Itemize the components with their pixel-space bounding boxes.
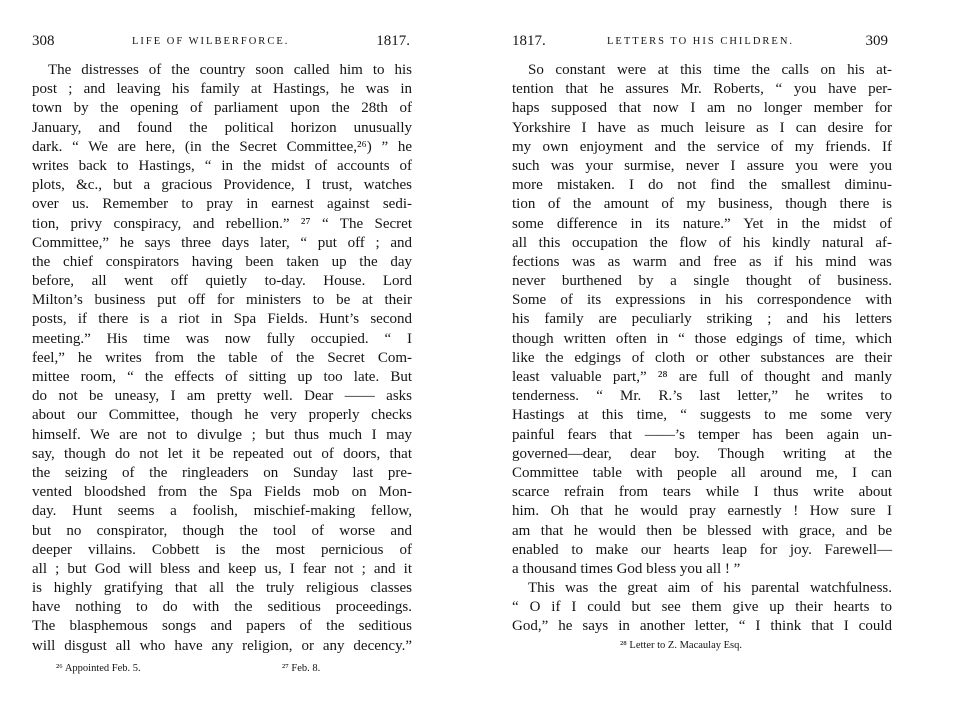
header-year: 1817. (376, 33, 410, 49)
footnote: ²⁶ Appointed Feb. 5. (56, 663, 141, 674)
text-line: Committee,” he says three days later, “ put off ; and (32, 234, 412, 251)
text-line: post ; and leaving his family at Hastings, he was in (32, 81, 412, 98)
text-line: scarce refrain from tears while I thus write about (512, 484, 892, 501)
text-line: enabled to make our hearts leap for joy. Farewell— (512, 541, 892, 558)
text-line: my own enjoyment and the service of my friends. If (512, 138, 892, 155)
text-line: tion of the amount of my business, though there is (512, 196, 892, 213)
text-line: least valuable part,” ²⁸ are full of thought and manly (512, 369, 892, 385)
footnote: ²⁸ Letter to Z. Macaulay Esq. (620, 640, 742, 651)
text-line: The distresses of the country soon called him to his (48, 62, 412, 78)
text-line: tion, privy conspiracy, and rebellion.” ²⁷ “ The Secret (32, 215, 412, 232)
text-line: a thousand times God bless you all ! ” (512, 560, 741, 577)
text-line: day. Hunt seems a foolish, mischief-making fellow, (32, 503, 412, 520)
text-line: tenderness. “ Mr. R.’s last letter,” he writes to (512, 388, 892, 405)
text-line: have nothing to do with the seditious proceedings. (32, 599, 412, 616)
text-line: mittee room, “ the effects of sitting up too late. But (32, 369, 412, 385)
text-line: posts, if there is a riot in Spa Fields. Hunt’s second (32, 311, 412, 328)
text-line: The blasphemous songs and papers of the seditious (32, 618, 412, 635)
text-line: his family are peculiarly striking ; and his letters (512, 311, 892, 328)
text-line: This was the great aim of his parental watchfulness. (528, 580, 892, 597)
text-line: tention that he assures Mr. Roberts, “ you have per- (512, 81, 892, 98)
text-line: some difference in its nature.” Yet in the midst of (512, 215, 892, 232)
left-page (32, 0, 412, 705)
text-line: the chief conspirators having been taken up the day (32, 253, 412, 270)
text-line: “ O if I could but see them give up their hearts to (512, 599, 892, 616)
text-line: over us. Remember to pray in earnest against sedi- (32, 196, 412, 213)
text-line: but no conspirator, though the tool of worse and (32, 522, 412, 539)
page-number: 309 (865, 33, 888, 49)
text-line: all this occupation the flow of his kindly natural af- (512, 234, 892, 251)
right-page-header (512, 33, 892, 53)
text-line: deeper villains. Cobbett is the most pernicious of (32, 541, 412, 558)
right-page-body (512, 61, 892, 637)
text-line: Yorkshire I have as much leisure as I can desire for (512, 119, 892, 136)
text-line: Committee table with people all around me, I can (512, 464, 892, 481)
text-line: God,” he says in another letter, “ I think that I could (512, 618, 892, 635)
text-line: painful fears that ——’s temper has been again un- (512, 426, 892, 443)
text-line: never burthened by a single thought of business. (512, 273, 892, 290)
text-line: meeting.” His time was now fully occupied. “ I (32, 330, 412, 347)
left-page-body (32, 61, 412, 656)
right-page (512, 0, 892, 705)
text-line: himself. We are not to divulge ; but thus much I may (32, 426, 412, 443)
footnote: ²⁷ Feb. 8. (282, 663, 321, 674)
running-title: LIFE OF WILBERFORCE. (132, 36, 290, 47)
text-line: before, all went off quietly to-day. House. Lord (32, 273, 412, 290)
left-page-header (32, 33, 412, 53)
text-line: writes back to Hastings, “ in the midst of accounts of (32, 157, 412, 174)
text-line: is highly gratifying that all the truly religious classes (32, 580, 412, 597)
text-line: more mistaken. I do not find the smallest diminu- (512, 177, 892, 194)
text-line: like the edgings of cloth or other substances are their (512, 349, 892, 366)
text-line: haps supposed that now I am no longer member for (512, 100, 892, 117)
text-line: dark. “ We are here, (in the Secret Committee,²⁶) ” he (32, 138, 412, 155)
text-line: governed—dear, dear boy. Though writing at the (512, 445, 892, 462)
text-line: feel,” he writes from the table of the Secret Com- (32, 349, 412, 366)
text-line: though written often in “ those edgings of time, which (512, 330, 892, 347)
text-line: all ; but God will bless and keep us, I fear not ; and it (32, 560, 412, 577)
header-year: 1817. (512, 33, 546, 49)
text-line: him. Oh that he would pray earnestly ! How sure I (512, 503, 892, 520)
text-line: plots, &c., but a gracious Providence, I trust, watches (32, 177, 412, 194)
text-line: Hastings at this time, “ suggests to me some very (512, 407, 892, 424)
text-line: such was your surmise, never I assure you were you (512, 157, 892, 174)
text-line: the seizing of the ringleaders on Sunday last pre- (32, 464, 412, 481)
text-line: vented bloodshed from the Spa Fields mob on Mon- (32, 484, 412, 501)
text-line: town by the opening of parliament upon the 28th of (32, 100, 412, 117)
text-line: fections was as warm and free as if his mind was (512, 253, 892, 270)
text-line: Milton’s business put off for ministers to be at their (32, 292, 412, 309)
text-line: say, though do not let it be repeated out of doors, that (32, 445, 412, 462)
text-line: Some of its expressions in his correspondence with (512, 292, 892, 309)
text-line: So constant were at this time the calls on his at- (528, 62, 892, 78)
text-line: am that he would then be blessed with grace, and be (512, 522, 892, 539)
page-number: 308 (32, 33, 55, 49)
text-line: about our Committee, though he very properly checks (32, 407, 412, 424)
text-line: do not be uneasy, I am pretty well. Dear —— asks (32, 388, 412, 405)
running-title: LETTERS TO HIS CHILDREN. (607, 36, 795, 47)
text-line: will disgust all who have any religion, or any decency.” (32, 637, 412, 654)
text-line: January, and found the political horizon unusually (32, 119, 412, 136)
